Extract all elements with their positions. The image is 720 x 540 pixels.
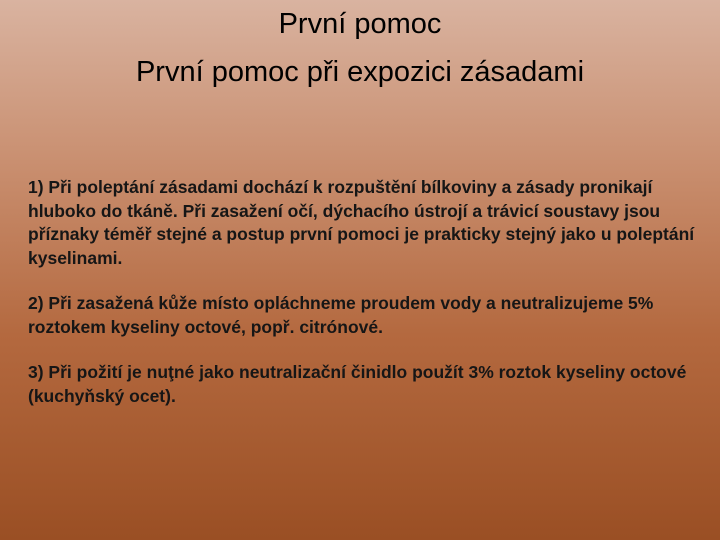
slide-body (28, 176, 698, 430)
paragraph-skin-contact: 2) Při zasažená kůže místo opláchneme proudem vody a neutralizujeme 5% roztokem kyseliny octové, popř. citrónové. (28, 293, 654, 337)
paragraph-ingestion: 3) Při požití je nuţné jako neutralizační činidlo použít 3% roztok kyseliny octové (kuchyňský ocet). (28, 362, 687, 406)
slide-subtitle: První pomoc při expozici zásadami (135, 56, 585, 88)
paragraph-alkali-burns: 1) Při poleptání zásadami dochází k rozpuštění bílkoviny a zásady pronikají hluboko do tkáně. Při zasažení očí, dýchacího ústrojí a trávicí soustavy jsou příznaky téměř stejné a postup první pomoci je prakticky stejný jako u poleptání kyselinami. (28, 177, 695, 268)
slide-title: První pomoc (278, 8, 442, 40)
